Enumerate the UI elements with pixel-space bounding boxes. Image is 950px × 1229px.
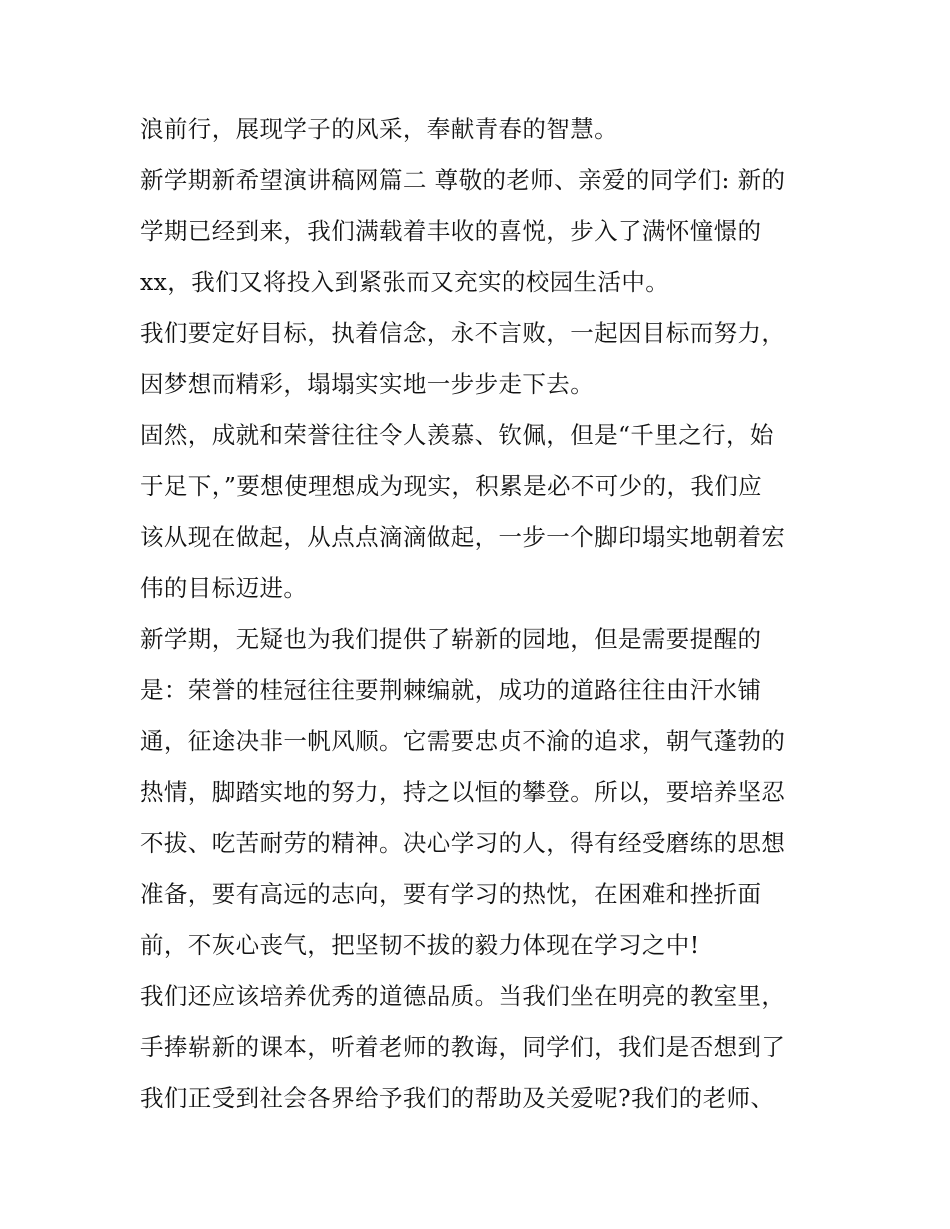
text-line-17: 前，不灰心丧气，把坚韧不拔的毅力体现在学习之中!	[140, 931, 700, 959]
text-line-4: xx，我们又将投入到紧张而又充实的校园生活中。	[140, 268, 670, 296]
document-body	[140, 104, 820, 1124]
text-line-5: 我们要定好目标，执着信念，永不言败，一起因目标而努力，	[140, 319, 786, 347]
text-line-9: 该从现在做起，从点点滴滴做起，一步一个脚印塌实地朝着宏	[140, 523, 786, 551]
text-line-11: 新学期，无疑也为我们提供了崭新的园地，但是需要提醒的	[140, 625, 762, 653]
text-line-7: 固然，成就和荣誉往往令人羡慕、钦佩，但是“千里之行，始	[140, 421, 774, 449]
text-line-20: 我们正受到社会各界给予我们的帮助及关爱呢?我们的老师、	[140, 1084, 775, 1112]
text-line-8: 于足下，”要想使理想成为现实，积累是必不可少的，我们应	[140, 472, 763, 500]
text-line-2: 新学期新希望演讲稿网篇二 尊敬的老师、亲爱的同学们: 新的	[140, 166, 786, 194]
text-line-6: 因梦想而精彩，塌塌实实地一步步走下去。	[140, 370, 595, 398]
text-line-12: 是：荣誉的桂冠往往要荆棘编就，成功的道路往往由汗水铺	[140, 676, 762, 704]
text-line-3: 学期已经到来，我们满载着丰收的喜悦，步入了满怀憧憬的	[140, 217, 762, 245]
text-line-18: 我们还应该培养优秀的道德品质。当我们坐在明亮的教室里，	[140, 982, 786, 1010]
text-line-16: 准备，要有高远的志向，要有学习的热忱，在困难和挫折面	[140, 880, 762, 908]
text-line-10: 伟的目标迈进。	[140, 574, 308, 602]
text-line-15: 不拔、吃苦耐劳的精神。决心学习的人，得有经受磨练的思想	[140, 829, 786, 857]
text-line-14: 热情，脚踏实地的努力，持之以恒的攀登。所以，要培养坚忍	[140, 778, 786, 806]
text-line-13: 通，征途决非一帆风顺。它需要忠贞不渝的追求，朝气蓬勃的	[140, 727, 786, 755]
text-line-1: 浪前行，展现学子的风采，奉献青春的智慧。	[140, 115, 618, 143]
text-line-19: 手捧崭新的课本，听着老师的教诲，同学们，我们是否想到了	[140, 1033, 786, 1061]
